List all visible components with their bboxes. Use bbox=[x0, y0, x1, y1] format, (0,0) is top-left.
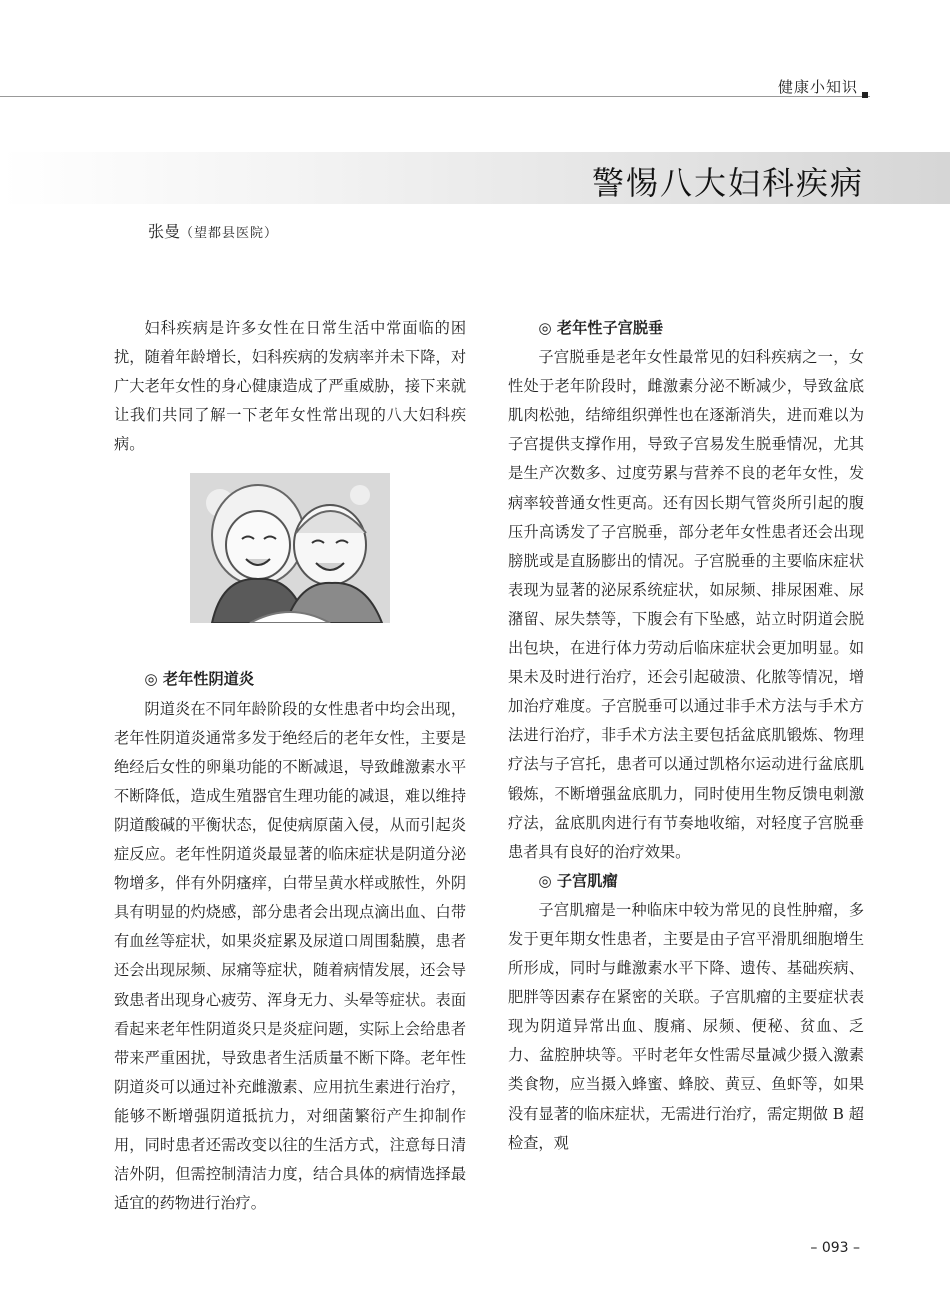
right-column bbox=[508, 314, 864, 1158]
section-label: 健康小知识 bbox=[777, 78, 858, 96]
section-marker-icon bbox=[862, 92, 868, 98]
article-title: 警惕八大妇科疾病 bbox=[591, 164, 864, 202]
section-paragraph: 子宫肌瘤是一种临床中较为常见的良性肿瘤，多发于更年期女性患者，主要是由子宫平滑肌细胞增生所形成，同时与雌激素水平下降、遗传、基础疾病、肥胖等因素存在紧密的关联。子宫肌瘤的主要症状表现为阴道异常出血、腹痛、尿频、便秘、贫血、乏力、盆腔肿块等。平时老年女性需尽量减少摄入激素类食物，应当摄入蜂蜜、蜂胶、黄豆、鱼虾等，如果没有显著的临床症状，无需进行治疗，需定期做 B 超检查，观 bbox=[508, 900, 864, 1152]
section-heading: ◎ 子宫肌瘤 bbox=[538, 871, 618, 890]
intro-paragraph: 妇科疾病是许多女性在日常生活中常面临的困扰，随着年龄增长，妇科疾病的发病率并未下降，对广大老年女性的身心健康造成了严重威胁，接下来就让我们共同了解一下老年女性常出现的八大妇科疾病。 bbox=[114, 319, 466, 454]
author-line bbox=[148, 219, 278, 242]
section-heading: ◎ 老年性阴道炎 bbox=[144, 670, 255, 689]
left-column bbox=[114, 314, 466, 1218]
author-affiliation: （望都县医院） bbox=[180, 226, 279, 241]
section-heading: ◎ 老年性子宫脱垂 bbox=[538, 319, 664, 337]
author-name: 张曼 bbox=[148, 222, 181, 241]
header-rule bbox=[0, 96, 870, 97]
page-number: – 093 – bbox=[810, 1240, 860, 1256]
elderly-couple-illustration bbox=[190, 473, 390, 623]
section-paragraph: 子宫脱垂是老年女性最常见的妇科疾病之一，女性处于老年阶段时，雌激素分泌不断减少，导致盆底肌肉松弛，结缔组织弹性也在逐渐消失，进而难以为子宫提供支撑作用，导致子宫易发生脱垂情况，尤其是生产次数多、过度劳累与营养不良的老年女性，发病率较普通女性更高。还有因长期气管炎所引起的腹压升高诱发了子宫脱垂，部分老年女性患者还会出现膀胱或是直肠膨出的情况。子宫脱垂的主要临床症状表现为显著的泌尿系统症状，如尿频、排尿困难、尿潴留、尿失禁等，下腹会有下坠感，站立时阴道会脱出包块，在进行体力劳动后临床症状会更加明显。如果未及时进行治疗，还会引起破溃、化脓等情况，增加治疗难度。子宫脱垂可以通过非手术方法与手术方法进行治疗，非手术方法主要包括盆底肌锻炼、物理疗法与子宫托，患者可以通过凯格尔运动进行盆底肌锻炼，不断增强盆底肌力，同时使用生物反馈电刺激疗法，盆底肌肉进行有节奏地收缩，对轻度子宫脱垂患者具有良好的治疗效果。 bbox=[508, 348, 864, 861]
section-paragraph: 阴道炎在不同年龄阶段的女性患者中均会出现，老年性阴道炎通常多发于绝经后的老年女性，主要是绝经后女性的卵巢功能的不断减退，导致雌激素水平不断降低，造成生殖器官生理功能的减退，难以维持阴道酸碱的平衡状态，促使病原菌入侵，从而引起炎症反应。老年性阴道炎最显著的临床症状是阴道分泌物增多，伴有外阴瘙痒，白带呈黄水样或脓性，外阴具有明显的灼烧感，部分患者会出现点滴出血、白带有血丝等症状，如果炎症累及尿道口周围黏膜，患者还会出现尿频、尿痛等症状，随着病情发展，还会导致患者出现身心疲劳、浑身无力、头晕等症状。表面看起来老年性阴道炎只是炎症问题，实际上会给患者带来严重困扰，导致患者生活质量不断下降。老年性阴道炎可以通过补充雌激素、应用抗生素进行治疗，能够不断增强阴道抵抗力，对细菌繁衍产生抑制作用，同时患者还需改变以往的生活方式，注意每日清洁外阴，但需控制清洁力度，结合具体的病情选择最适宜的药物进行治疗。 bbox=[114, 699, 466, 1213]
